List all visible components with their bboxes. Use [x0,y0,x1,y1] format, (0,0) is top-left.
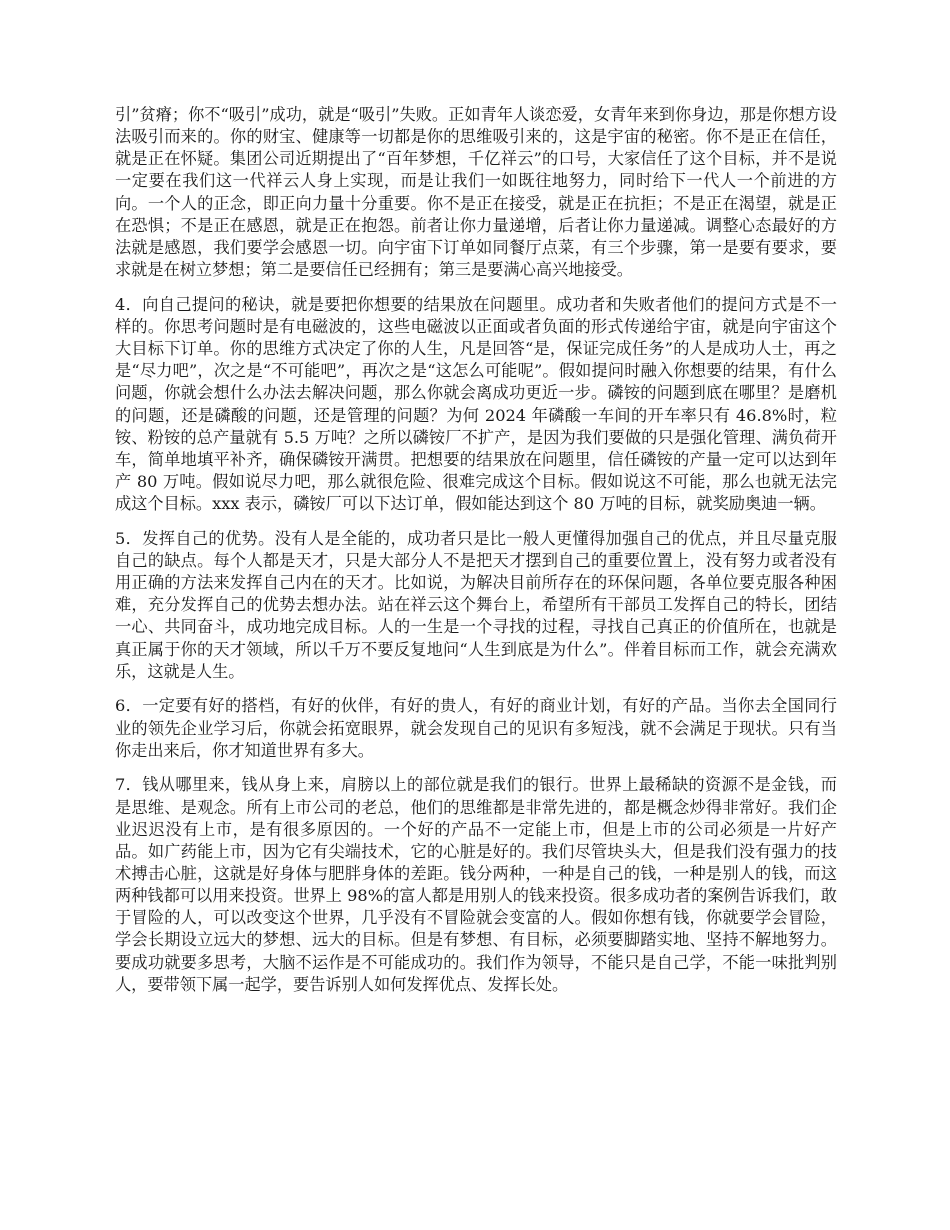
paragraph-item-6: 6．一定要有好的搭档，有好的伙伴，有好的贵人，有好的商业计划，有好的产品。当你去全国同行业的领先企业学习后，你就会拓宽眼界，就会发现自己的见识有多短浅，就不会满足于现状。只有当你走出来后，你才知道世界有多大。 [115,696,837,760]
paragraph-item-5: 5．发挥自己的优势。没有人是全能的，成功者只是比一般人更懂得加强自己的优点，并且尽量克服自己的缺点。每个人都是天才，只是大部分人不是把天才摆到自己的重要位置上，没有努力或者没有用正确的方法来发挥自己内在的天才。比如说，为解决目前所存在的环保问题，各单位要克服各种困难，充分发挥自己的优势去想办法。站在祥云这个舞台上，希望所有干部员工发挥自己的特长，团结一心、共同奋斗，成功地完成目标。人的一生是一个寻找的过程，寻找自己真正的价值所在，也就是真正属于你的天才领域，所以千万不要反复地问“人生到底是为什么”。伴着目标而工作，就会充满欢乐，这就是人生。 [115,528,837,681]
paragraph-item-7: 7．钱从哪里来，钱从身上来，肩膀以上的部位就是我们的银行。世界上最稀缺的资源不是金钱，而是思维、是观念。所有上市公司的老总，他们的思维都是非常先进的，都是概念炒得非常好。我们企业迟迟没有上市，是有很多原因的。一个好的产品不一定能上市，但是上市的公司必须是一片好产品。如广药能上市，因为它有尖端技术，它的心脏是好的。我们尽管块头大，但是我们没有强力的技术搏击心脏，这就是好身体与肥胖身体的差距。钱分两种，一种是自己的钱，一种是别人的钱，而这两种钱都可以用来投资。世界上 98%的富人都是用别人的钱来投资。很多成功者的案例告诉我们，敢于冒险的人，可以改变这个世界，几乎没有不冒险就会变富的人。假如你想有钱，你就要学会冒险，学会长期设立远大的梦想、远大的目标。但是有梦想、有目标，必须要脚踏实地、坚持不解地努力。要成功就要多思考，大脑不运作是不可能成功的。我们作为领导，不能只是自己学，不能一味批判别人，要带领下属一起学，要告诉别人如何发挥优点、发挥长处。 [115,775,837,994]
paragraph-item-4: 4．向自己提问的秘诀，就是要把你想要的结果放在问题里。成功者和失败者他们的提问方式是不一样的。你思考问题时是有电磁波的，这些电磁波以正面或者负面的形式传递给宇宙，就是向宇宙这个大目标下订单。你的思维方式决定了你的人生，凡是回答“是，保证完成任务”的人是成功人士，再之是“尽力吧”，次之是“不可能吧”，再次之是“这怎么可能呢”。假如提问时融入你想要的结果，有什么问题，你就会想什么办法去解决问题，那么你就会离成功更近一步。磷铵的问题到底在哪里？是磨机的问题，还是磷酸的问题，还是管理的问题？为何 2024 年磷酸一车间的开车率只有 46.8%时，粒铵、粉铵的总产量就有 5.5 万吨？之所以磷铵厂不扩产，是因为我们要做的只是强化管理、满负荷开车，简单地填平补齐，确保磷铵开满贯。把想要的结果放在问题里，信任磷铵的产量一定可以达到年产 80 万吨。假如说尽力吧，那么就很危险、很难完成这个目标。假如说这不可能，那么也就无法完成这个目标。xxx 表示，磷铵厂可以下达订单，假如能达到这个 80 万吨的目标，就奖励奥迪一辆。 [115,294,837,514]
paragraph-intro-continuation: 引”贫瘠；你不“吸引”成功，就是“吸引”失败。正如青年人谈恋爱，女青年来到你身边，那是你想方设法吸引而来的。你的财宝、健康等一切都是你的思维吸引来的，这是宇宙的秘密。你不是正在信任，就是正在怀疑。集团公司近期提出了“百年梦想，千亿祥云”的口号，大家信任了这个目标，并不是说一定要在我们这一代祥云人身上实现，而是让我们一如既往地努力，同时给下一代人一个前进的方向。一个人的正念，即正向力量十分重要。你不是正在接受，就是正在抗拒；不是正在渴望，就是正在恐惧；不是正在感恩，就是正在抱怨。前者让你力量递增，后者让你力量递减。调整心态最好的方法就是感恩，我们要学会感恩一切。向宇宙下订单如同餐厅点菜，有三个步骤，第一是要有要求，要求就是在树立梦想；第二是要信任已经拥有；第三是要满心高兴地接受。 [115,105,837,280]
document-body [115,104,837,1008]
